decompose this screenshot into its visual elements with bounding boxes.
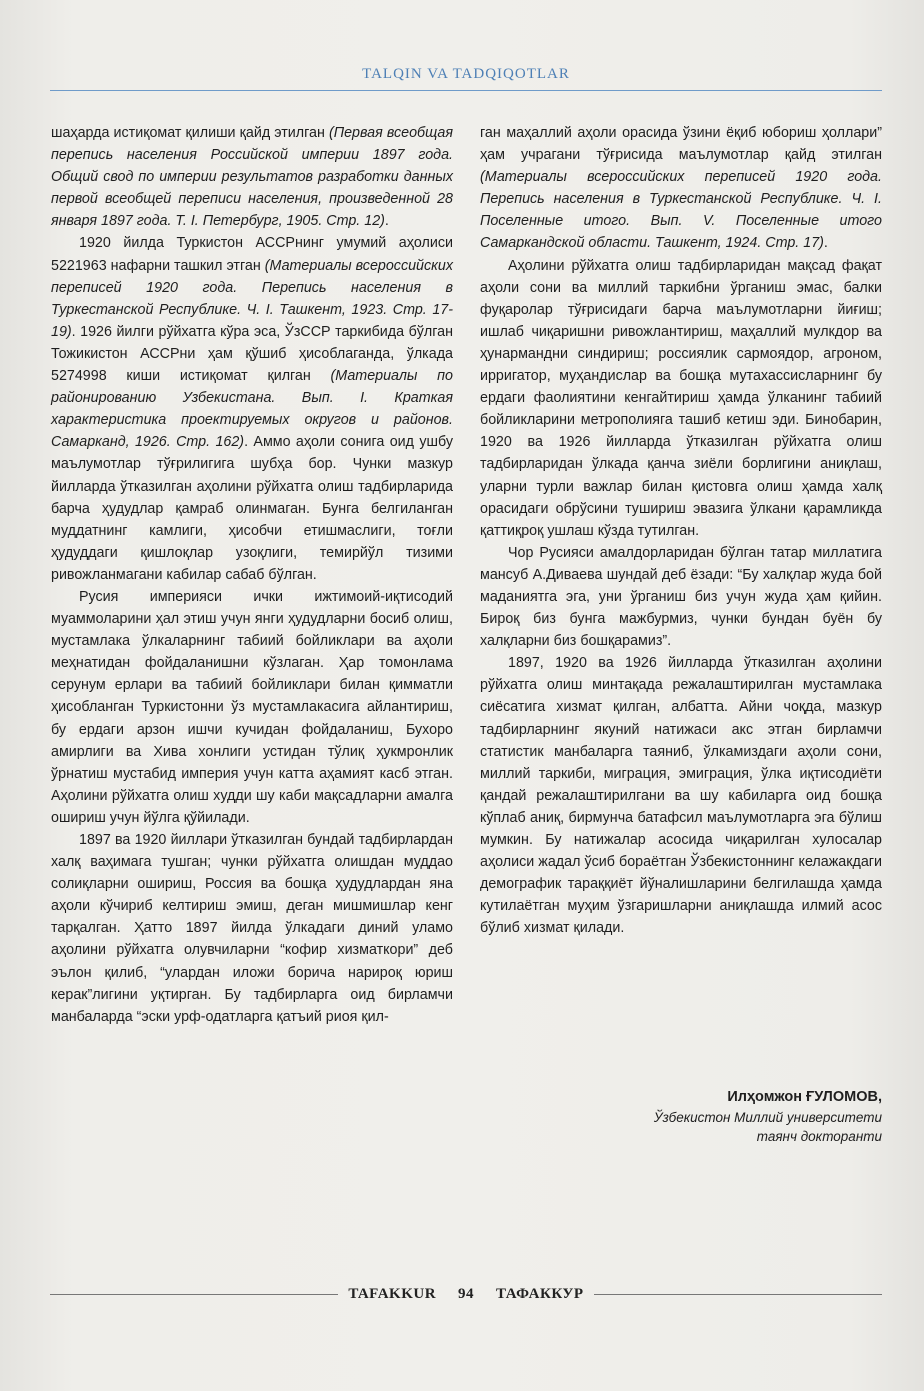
text-run: . Аммо аҳоли сонига оид ушбу маълумотлар тўғрилигига шубҳа бор. Чунки мазкур йилларда ўтказилган аҳолини рўйхатга олиш тадбирларида барча ҳудудлар қамраб олинмаган. Бунга белгиланган муддатнинг камлиги, ҳисобчи етишмаслиги, тоғли ҳудуддаги қишлоқлар узоқлиги, темирйўл тизими ривожланмагани кабилар сабаб бўлган. <box>51 434 453 583</box>
right-paragraph-4: 1897, 1920 ва 1926 йилларда ўтказилган аҳолини рўйхатга олиш минтақада режалаштирилган мустамлака сиёсатига хизмат қилган, албатта. Айни чоқда, мазкур тадбирларнинг якуний натижаси акс этган бирламчи статистик манбаларга таяниб, ўлкамиздаги аҳоли сони, миллий таркиби, миграция, эмиграция, ўлка иқтисодиёти қандай режалаштирилгани ва шу кабиларга оид бошқа кўплаб аниқ, бирмунча батафсил маълумотларга эга бўлиш мумкин. Бу натижалар асосида чиқарилган хулосалар аҳолиси жадал ўсиб бораётган Ўзбекистоннинг келажакдаги демографик тараққиёт йўналишларини белгилашда ҳамда кутилаётган муҳим ўзгаришларни аниқлашда илмий асос бўлиб хизмат қилади. <box>480 655 882 937</box>
footer-rule-left <box>50 1294 338 1295</box>
left-paragraph-4: 1897 ва 1920 йиллари ўтказилган бундай тадбирлардан халқ ваҳимага тушган; чунки рўйхатга олишдан муддао солиқларни ошириш, Россия ва бошқа ҳудудлардан яна аҳоли кўчириб келтириш эмиш, деган мишмишлар кенг тарқалган. Ҳатто 1897 йилда ўлкадаги диний уламо аҳолини рўйхатга олувчиларни “кофир хизматкори” деб эълон қилиб, “улардан иложи борича нарироқ юриш керак”лигини уқтирган. Бу тадбирларга оид бирламчи манбаларда “эски урф-одатларга қатъий риоя қил- <box>51 832 453 1025</box>
left-paragraph-2 <box>51 232 453 586</box>
left-column <box>51 122 453 1028</box>
citation: (Материалы всероссийских переписей 1920 года. Перепись населения в Туркестанской Республике. Ч. I. Поселенные итого. Вып. V. Поселенные итого Самаркандской области. Ташкент, 1924. Стр. 17) <box>480 169 882 252</box>
author-affiliation-line-2: таянч докторанти <box>756 1129 882 1144</box>
running-head: TALQIN VA TADQIQOTLAR <box>362 66 570 82</box>
right-column <box>480 122 882 939</box>
left-paragraph-3: Русия империяси ички ижтимоий-иқтисодий муаммоларини ҳал этиш учун янги ҳудудларни босиб олиш, мустамлака ўлкаларнинг табиий бойликлари ва аҳоли меҳнатидан фойдаланишни кўзлаган. Ҳар томонлама серунум ерлари ва табиий бойликлари билан қимматли ҳисобланган Туркистонни ўз мустамлакасига айлантириш, бу ердаги арзон ишчи кучидан фойдаланиш, Бухоро амирлиги ва Хива хонлиги устидан тўлиқ ҳукмронлик ўрнатиш мустабид империя учун катта аҳамият касб этган. Аҳолини рўйхатга олиш худди шу каби мақсадларни амалга ошириш учун йўлга қўйилади. <box>51 588 453 826</box>
text-run: ган маҳаллий аҳоли орасида ўзини ёқиб юбориш ҳоллари” ҳам учрагани тўғрисида маълумотлар қайд этилган <box>480 125 882 164</box>
text-run: . <box>384 213 389 230</box>
citation: (Материалы по районированию Узбекистана. Вып. I. Краткая характеристика проектируемых округов и районов. Самарканд, 1926. Стр. 162) <box>51 368 453 451</box>
header-rule <box>50 90 882 91</box>
text-run: 1920 йилда Туркистон АССРнинг умумий аҳолиси 5221963 нафарни ташкил этган <box>51 235 453 274</box>
footer-journal-cyrillic: ТАФАККУР <box>496 1285 584 1302</box>
author-block <box>480 1086 882 1146</box>
footer-journal-latin: TAFAKKUR <box>348 1285 437 1302</box>
left-paragraph-1 <box>51 122 453 232</box>
author-name: Илҳомжон ҒУЛОМОВ, <box>727 1089 882 1105</box>
text-run: . <box>823 235 828 252</box>
text-run: шаҳарда истиқомат қилиши қайд этилган <box>51 125 329 141</box>
author-affiliation-line-1: Ўзбекистон Миллий университети <box>653 1110 882 1125</box>
right-paragraph-2: Аҳолини рўйхатга олиш тадбирларидан мақсад фақат аҳоли сони ва миллий таркибни ўрганиш эмас, балки фуқаролар тўғрисидаги барча маълумотларни йиғиш; ишлаб чиқаришни ривожлантириш, маҳаллий мулкдор ва ҳунармандни синдириш; россиялик сармоядор, агроном, ирригатор, муҳандислар ва бошқа мутахассисларнинг бу ердаги фаолиятини кенгайтириш ҳамда ўлканинг табиий бойликларини метрополияга ташиб кетиш эди. Бинобарин, 1920 ва 1926 йилларда ўтказилган рўйхатга олиш тадбирларидан ўлкада қанча зиёли борлигини аниқлаш, уларни турли важлар билан қистовга олиш ҳамда халқ орасидаги обрўсини тушириш эвазига ўлкани қарамликда қаттиқроқ ушлаш кўзда тутилган. <box>480 257 882 539</box>
citation: (Материалы всероссийских переписей 1920 года. Перепись населения в Туркестанской Республике. Ч. I. Ташкент, 1923. Стр. 17-19) <box>51 257 454 340</box>
text-run: . 1926 йилги рўйхатга кўра эса, ЎзССР таркибида бўлган Тожикистон АССРни ҳам қўшиб ҳисоблаганда, ўлкада 5274998 киши истиқомат қилган <box>51 323 453 385</box>
page-footer <box>50 1282 882 1306</box>
right-paragraph-1 <box>480 122 882 255</box>
footer-rule-right <box>594 1294 882 1295</box>
page-number: 94 <box>458 1285 475 1302</box>
citation: (Первая всеобщая перепись населения Российской империи 1897 года. Общий свод по империи результатов разработки данных первой всеобщей переписи населения, произведенной 28 января 1897 года. Т. I. Петербург, 1905. Стр. 12) <box>51 125 453 230</box>
right-paragraph-3: Чор Русияси амалдорларидан бўлган татар миллатига мансуб А.Диваева шундай деб ёзади: “Бу халқлар жуда бой маданиятга эга, уни ўрганиш биз учун жуда ҳам қийин. Бироқ биз бунга мажбурмиз, чунки бундан буён бу халқларни биз бошқарамиз”. <box>480 544 882 650</box>
